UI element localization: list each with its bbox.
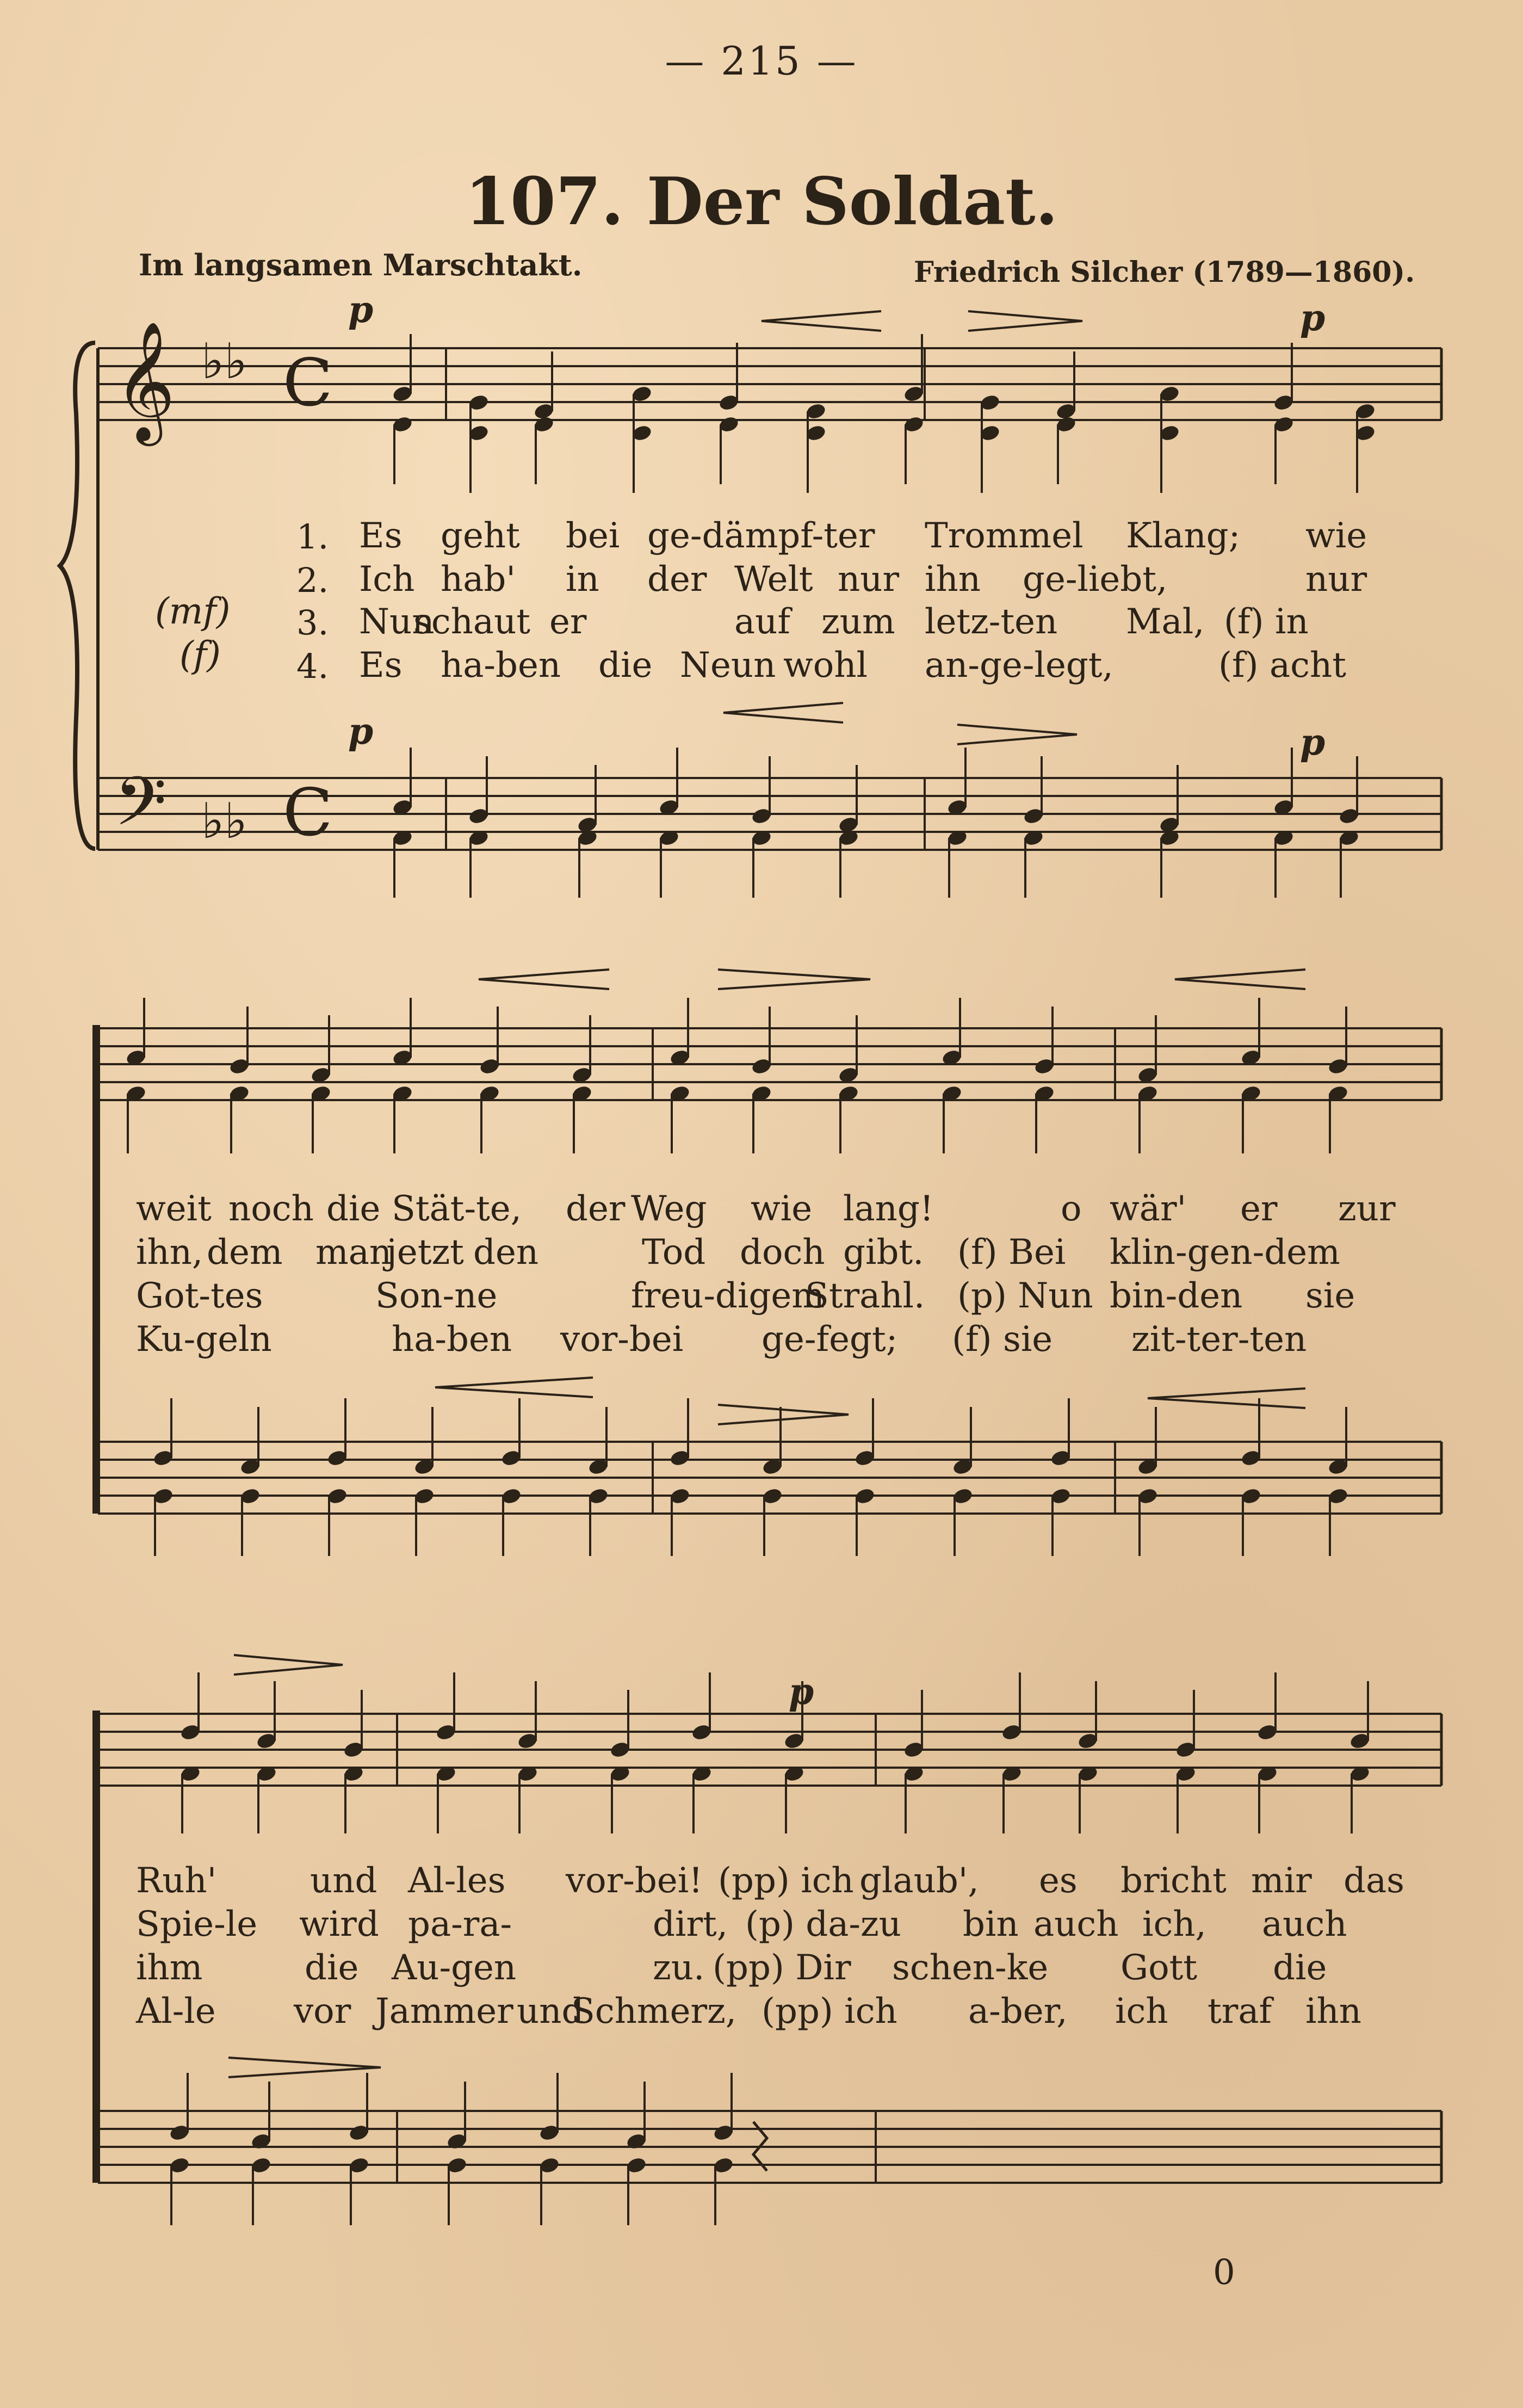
lyric-word: nur <box>1305 559 1367 600</box>
decrescendo-hairpin <box>234 1655 343 1675</box>
crescendo-hairpin <box>435 1378 593 1397</box>
flat-sign: ♭♭ <box>201 333 247 390</box>
lyric-word: dirt, <box>653 1904 728 1944</box>
lyric-word: Got-tes <box>136 1276 263 1316</box>
lyric-word: schaut <box>413 602 530 642</box>
crescendo-hairpin <box>723 703 843 723</box>
bass-clef: 𝄢 <box>114 763 167 857</box>
lyric-word: glaub', <box>859 1861 979 1901</box>
decrescendo-hairpin <box>957 725 1077 744</box>
lyric-word: man <box>315 1232 392 1273</box>
lyric-word: Al-les <box>408 1861 506 1901</box>
lyric-word: a-ber, <box>968 1991 1068 2032</box>
lyric-word: ha-ben <box>392 1319 512 1360</box>
lyric-word: vor-bei <box>560 1319 684 1360</box>
verse-number: 3. <box>296 603 329 643</box>
lyric-word: Neun <box>680 645 776 686</box>
lyric-word: (pp) Dir <box>713 1948 851 1988</box>
lyric-word: ihn, <box>136 1232 203 1273</box>
lyric-word: gibt. <box>843 1232 924 1273</box>
lyric-word: traf <box>1208 1991 1272 2032</box>
verse-number: 2. <box>296 560 329 600</box>
lyric-word: zu. <box>653 1948 705 1988</box>
lyric-word: Mal, <box>1126 602 1205 642</box>
lyric-word: (pp) ich <box>762 1991 897 2032</box>
lyric-word: Tod <box>642 1232 706 1273</box>
lyric-word: mir <box>1251 1861 1312 1901</box>
decrescendo-hairpin <box>718 970 870 989</box>
lyric-word: Spie-le <box>136 1904 258 1944</box>
lyric-word: und <box>517 1991 584 2032</box>
lyric-word: ich, <box>1142 1904 1206 1944</box>
lyric-word: ihn <box>925 559 981 600</box>
lyric-word: weit <box>136 1189 212 1229</box>
lyric-word: freu-digem <box>631 1276 825 1316</box>
page-number: — 215 — <box>665 38 858 84</box>
lyric-word: Nun <box>359 602 435 642</box>
lyric-word: Ich <box>359 559 415 600</box>
lyric-word: Al-le <box>136 1991 216 2032</box>
lyric-word: hab' <box>441 559 516 600</box>
footer-mark: 0 <box>1213 2252 1235 2293</box>
system-bracket <box>92 1025 100 1514</box>
lyric-word: (f) acht <box>1218 645 1346 686</box>
lyric-word: ihm <box>136 1948 203 1988</box>
lyric-word: bin <box>963 1904 1019 1944</box>
dynamic-mf: (mf) <box>155 590 231 632</box>
lyric-word: die <box>1273 1948 1327 1988</box>
lyric-word: jetzt <box>386 1232 464 1273</box>
lyric-word: in <box>566 559 599 600</box>
lyric-word: er <box>1240 1189 1278 1229</box>
lyric-word: Jammer <box>375 1991 513 2032</box>
tempo-marking: Im langsamen Marschtakt. <box>139 248 583 282</box>
lyric-word: wär' <box>1110 1189 1187 1229</box>
lyric-word: Son-ne <box>375 1276 498 1316</box>
lyric-word: auch <box>1262 1904 1347 1944</box>
lyric-word: Schmerz, <box>571 1991 737 2032</box>
system-bracket <box>92 1711 100 2183</box>
lyric-word: bricht <box>1120 1861 1227 1901</box>
lyric-word: an-ge-legt, <box>925 645 1113 686</box>
lyric-word: (p) da-zu <box>745 1904 901 1944</box>
lyric-word: Es <box>359 645 403 686</box>
song-number: 107. <box>465 163 624 240</box>
lyric-word: ge-fegt; <box>762 1319 898 1360</box>
lyric-word: doch <box>740 1232 825 1273</box>
lyric-word: ge-dämpf-ter <box>647 516 875 556</box>
crescendo-hairpin <box>762 311 881 331</box>
treble-clef: 𝄞 <box>114 320 176 441</box>
lyric-word: (p) Nun <box>957 1276 1093 1316</box>
song-title-text: Der Soldat. <box>646 163 1058 240</box>
decrescendo-hairpin <box>718 1405 849 1424</box>
lyric-word: Ruh' <box>136 1861 217 1901</box>
composer: Friedrich Silcher (1789—1860). <box>914 256 1415 289</box>
decrescendo-hairpin <box>228 2058 381 2077</box>
lyric-word: Weg <box>631 1189 707 1229</box>
decrescendo-hairpin <box>968 311 1082 331</box>
lyric-word: und <box>310 1861 377 1901</box>
common-time: C <box>283 775 333 851</box>
lyric-word: Ku-geln <box>136 1319 272 1360</box>
lyric-word: noch <box>228 1189 314 1229</box>
lyric-word: ihn <box>1305 1991 1361 2032</box>
lyric-word: ha-ben <box>441 645 561 686</box>
verse-number: 4. <box>296 646 329 686</box>
lyric-word: sie <box>1305 1276 1355 1316</box>
lyric-word: klin-gen-dem <box>1110 1232 1340 1273</box>
lyric-word: dem <box>207 1232 283 1273</box>
crescendo-hairpin <box>1148 1388 1305 1408</box>
lyric-word: auch <box>1033 1904 1119 1944</box>
lyric-word: schen-ke <box>892 1948 1049 1988</box>
lyric-word: vor <box>294 1991 351 2032</box>
lyric-word: es <box>1039 1861 1078 1901</box>
lyric-word: auf <box>734 602 791 642</box>
dynamic-p: p <box>1300 721 1326 763</box>
lyric-word: zur <box>1338 1189 1396 1229</box>
common-time: C <box>283 345 333 421</box>
lyric-word: ge-liebt, <box>1023 559 1168 600</box>
lyric-word: lang! <box>843 1189 934 1229</box>
lyric-word: (f) in <box>1224 602 1309 642</box>
lyric-word: Klang; <box>1126 516 1241 556</box>
lyric-word: die <box>598 645 653 686</box>
lyric-word: (f) Bei <box>957 1232 1066 1273</box>
lyric-word: wie <box>751 1189 813 1229</box>
lyric-word: Es <box>359 516 403 556</box>
lyric-word: wohl <box>783 645 868 686</box>
crescendo-hairpin <box>1175 970 1305 989</box>
lyric-word: zit-ter-ten <box>1131 1319 1307 1360</box>
lyric-word: bei <box>566 516 620 556</box>
lyric-word: Welt <box>734 559 813 600</box>
dynamic-p: p <box>1300 297 1326 339</box>
lyric-word: der <box>566 1189 626 1229</box>
lyric-word: letz-ten <box>925 602 1058 642</box>
lyric-word: die <box>305 1948 359 1988</box>
lyric-word: Strahl. <box>805 1276 925 1316</box>
lyric-word: zum <box>821 602 895 642</box>
lyric-word: (f) sie <box>952 1319 1053 1360</box>
lyric-word: Gott <box>1120 1948 1198 1988</box>
lyric-word: er <box>549 602 587 642</box>
lyric-word: den <box>473 1232 539 1273</box>
flat-sign: ♭♭ <box>201 793 247 850</box>
lyric-word: ich <box>1115 1991 1168 2032</box>
lyric-word: wie <box>1305 516 1367 556</box>
dynamic-p: p <box>348 710 374 752</box>
lyric-word: nur <box>838 559 900 600</box>
dynamic-p: p <box>348 288 374 331</box>
lyric-word: das <box>1344 1861 1404 1901</box>
lyric-word: Au-gen <box>392 1948 517 1988</box>
lyric-word: bin-den <box>1110 1276 1243 1316</box>
lyric-word: o <box>1061 1189 1082 1229</box>
crescendo-hairpin <box>479 970 609 989</box>
lyric-word: Trommel <box>925 516 1084 556</box>
lyric-word: vor-bei! <box>566 1861 703 1901</box>
lyric-word: der <box>647 559 707 600</box>
lyric-word: (pp) ich <box>718 1861 854 1901</box>
lyric-word: wird <box>299 1904 379 1944</box>
brace <box>60 343 95 849</box>
lyric-word: Stät-te, <box>392 1189 522 1229</box>
lyric-word: die <box>326 1189 381 1229</box>
lyric-word: pa-ra- <box>408 1904 512 1944</box>
dynamic-p: p <box>789 1670 814 1713</box>
verse-number: 1. <box>296 517 329 557</box>
dynamic-f: (f) <box>179 634 221 676</box>
lyric-word: geht <box>441 516 520 556</box>
